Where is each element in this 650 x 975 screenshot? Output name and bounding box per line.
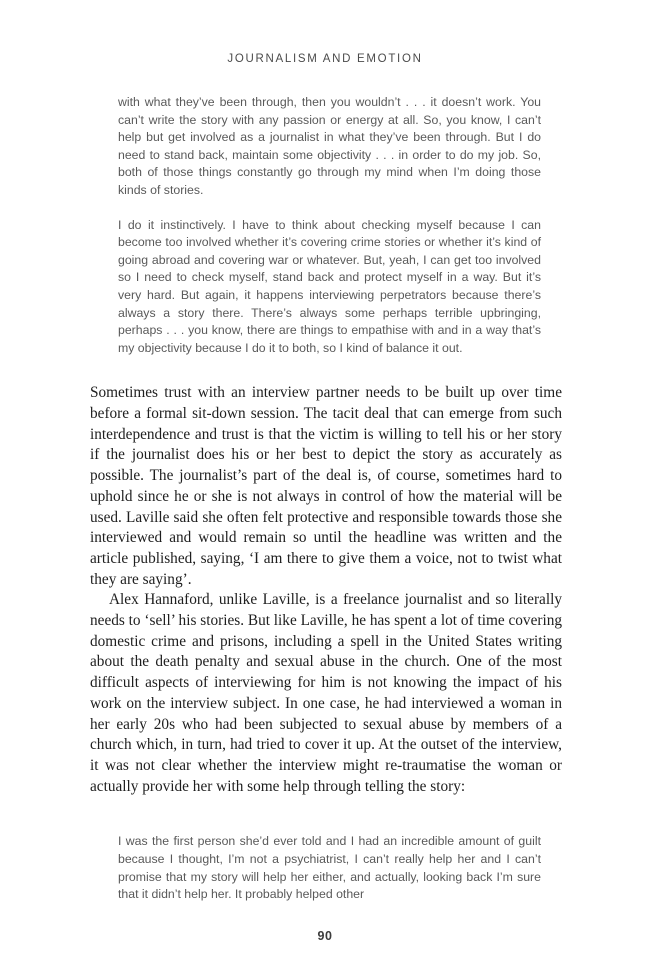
block-quote-2: I do it instinctively. I have to think about checking myself because I can become too involved whether it’s covering crime stories or whether it’s kind of going abroad and covering war or whatever. But, yeah, I can get too involved so I need to check myself, stand back and protect myself in a way. But it’s very hard. But again, it happens interviewing perpetrators because there’s always a story there. There’s always some perhaps terrible upbringing, perhaps . . . you know, there are things to empathise with and in a way that’s my objectivity because I do it to both, so I kind of balance it out. [118,217,541,355]
body-paragraph-2: Alex Hannaford, unlike Laville, is a freelance journalist and so literally needs to ‘sell’ his stories. But like Laville, he has spent a lot of time covering domestic crime and prisons, including a spell in the United States writing about the death penalty and sexual abuse in the church. One of the most difficult aspects of interviewing for him is not knowing the impact of his work on the interview subject. In one case, he had interviewed a woman in her early 20s who had been subjected to sexual abuse by members of a church which, in turn, had tried to cover it up. At the outset of the interview, it was not clear whether the interview might re-traumatise the woman or actually provide her with some help through telling the story: [90,591,562,795]
block-quote-1: with what they’ve been through, then you wouldn’t . . . it doesn’t work. You can’t write the story with any passion or energy at all. So, you know, I can’t help but get involved as a journalist in what they’ve been through. But I do need to stand back, maintain some objectivity . . . in order to do my job. So, both of those things constantly go through my mind when I’m doing those kinds of stories. [118,95,541,197]
block-quote-3: I was the first person she’d ever told and I had an incredible amount of guilt because I thought, I’m not a psychiatrist, I can’t really help her and I can’t promise that my story will help her either, and actually, looking back I’m sure that it didn’t help her. It probably helped other [118,834,541,902]
body-paragraph-1: Sometimes trust with an interview partner needs to be built up over time before a formal sit-down session. The tacit deal that can emerge from such interdependence and trust is that the victim is willing to tell his or her story if the journalist does his or her best to depict the story as accurately as possible. The journalist’s part of the deal is, of course, sometimes hard to uphold since he or she is not always in control of how the material will be used. Laville said she often felt protective and responsible towards those she interviewed and would remain so until the headline was written and the article published, saying, ‘I am there to give them a voice, not to twist what they are saying’. [90,384,562,588]
page-number: 90 [317,929,333,943]
running-header: JOURNALISM AND EMOTION [227,53,423,65]
page-content [90,94,562,904]
